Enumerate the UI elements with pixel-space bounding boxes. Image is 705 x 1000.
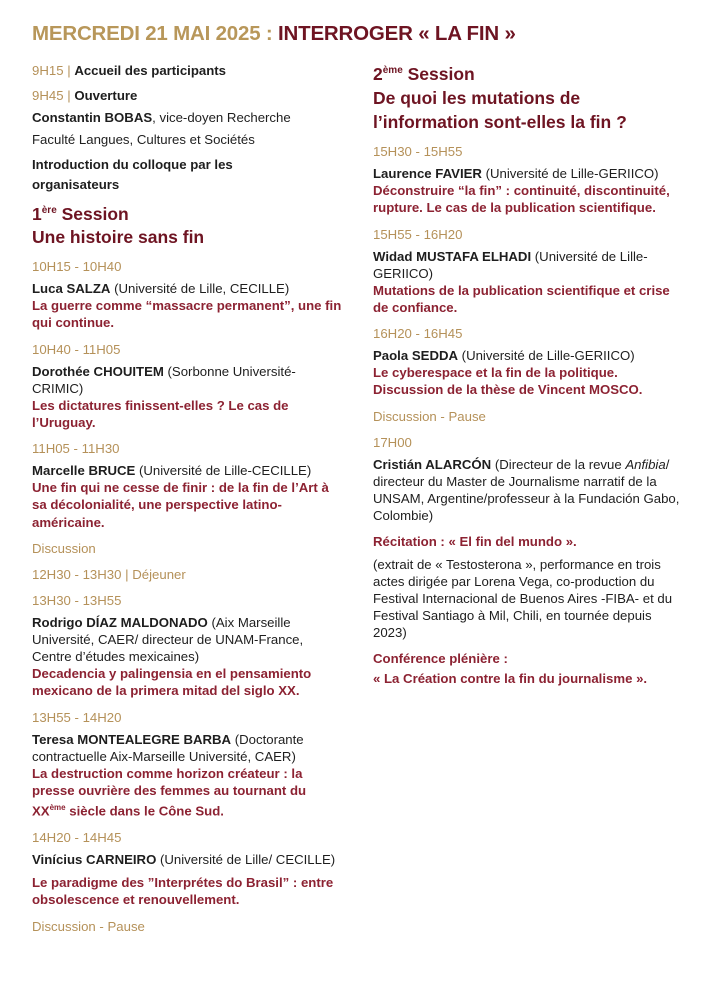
session-2-heading: 2ème Session De quoi les mutations de l’information sont-elles la fin ? [373, 64, 627, 132]
opening-row: 9H45 | Ouverture [32, 88, 138, 103]
talk-favier: 15H30 - 15H55 Laurence FAVIER (Université de Lille-GERIICO) Déconstruire “la fin” : continuité, discontinuité, rupture. Le cas de la publication scientifique. [373, 143, 685, 217]
talk-title: La guerre comme “massacre permanent”, une fin qui continue. [32, 298, 342, 331]
talk-title: Decadencia y palingensia en el pensamiento mexicano de la primera mitad del siglo XX. [32, 666, 312, 699]
lunch-row: 12H30 - 13H30 | Déjeuner [32, 567, 186, 583]
talk-title: Le cyberespace et la fin de la politique. Discussion de la thèse de Vincent MOSCO. [373, 365, 643, 398]
talk-alarcon: 17H00 Cristián ALARCÓN (Directeur de la revue Anfibia/ directeur du Master de Journalisme narratif de la UNSAM, Argentine/professeur à la Fundación Gabo, Colombie) [373, 434, 680, 523]
discussion-1: Discussion [32, 541, 96, 557]
talk-mustafa: 15H55 - 16H20 Widad MUSTAFA ELHADI (Université de Lille-GERIICO) Mutations de la publication scientifique et crise de confiance. [373, 226, 685, 317]
title-theme: INTERROGER « LA FIN » [278, 22, 516, 45]
discussion-3: Discussion - Pause [373, 408, 486, 424]
talk-title: Déconstruire “la fin” : continuité, discontinuité, rupture. Le cas de la publication scientifique. [373, 183, 670, 216]
right-column [373, 62, 685, 688]
talk-title: Les dictatures finissent-elles ? Le cas de l’Uruguay. [32, 397, 289, 430]
talk-salza: 10H15 - 10H40 Luca SALZA (Université de Lille, CECILLE) La guerre comme “massacre permanent”, une fin qui continue. [32, 259, 342, 331]
recitation-description: (extrait de « Testosterona », performance en trois actes dirigée par Lorena Vega, co-production du Festival Internacional de Buenos Aires -FIBA- et du Festival Santiago à Mil, Chili, en tournée depuis 2023) [373, 557, 673, 641]
talk-diaz: 13H30 - 13H55 Rodrigo DÍAZ MALDONADO (Aix Marseille Université, CAER/ directeur de UNAM-France, Centre d’études mexicaines) Decadencia y palingensia en el pensamiento mexicano de la primera mitad del siglo XX. [32, 592, 342, 700]
talk-title: La destruction comme horizon créateur : la presse ouvrière des femmes au tournant du XXème siècle dans le Cône Sud. [32, 765, 307, 819]
talk-chouitem: 10H40 - 11H05 Dorothée CHOUITEM (Sorbonne Université-CRIMIC) Les dictatures finissent-elles ? Le cas de l’Uruguay. [32, 341, 342, 432]
discussion-2: Discussion - Pause [32, 918, 145, 934]
welcome-row: 9H15 | Accueil des participants [32, 63, 227, 78]
talk-title: Une fin qui ne cesse de finir : de la fin de l’Art à sa décolonialité, une perspective latino-américaine. [32, 480, 329, 530]
talk-title: Le paradigme des ”Interprétes do Brasil” : entre obsolescence et renouvellement. [32, 874, 334, 908]
left-column [32, 62, 342, 935]
plenary-label: Conférence plénière : [373, 651, 508, 667]
talk-title: Mutations de la publication scientifique et crise de confiance. [373, 282, 670, 315]
opening-speaker: Constantin BOBAS, vice-doyen Recherche Faculté Langues, Cultures et Sociétés [32, 110, 291, 147]
recitation-title: Récitation : « El fin del mundo ». [373, 533, 577, 549]
talk-montealegre: 13H55 - 14H20 Teresa MONTEALEGRE BARBA (Doctorante contractuelle Aix-Marseille Université, CAER) La destruction comme horizon créateur : la presse ouvrière des femmes au tournant du XXème siècle dans le Cône Sud. [32, 709, 342, 820]
title-date: MERCREDI 21 MAI 2025 : [32, 22, 273, 45]
session-1-heading: 1ère Session Une histoire sans fin [32, 204, 205, 247]
talk-carneiro: 14H20 - 14H45 Vinícius CARNEIRO (Université de Lille/ CECILLE) Le paradigme des ”Interprétes do Brasil” : entre obsolescence et renouvellement. [32, 829, 342, 909]
talk-sedda: 16H20 - 16H45 Paola SEDDA (Université de Lille-GERIICO) Le cyberespace et la fin de la politique. Discussion de la thèse de Vincent MOSCO. [373, 325, 685, 399]
intro-text: Introduction du colloque par les organisateurs [32, 157, 233, 192]
plenary-title: « La Création contre la fin du journalisme ». [373, 671, 648, 687]
page-title [32, 22, 692, 46]
talk-bruce: 11H05 - 11H30 Marcelle BRUCE (Université de Lille-CECILLE) Une fin qui ne cesse de finir : de la fin de l’Art à sa décolonialité, une perspective latino-américaine. [32, 440, 342, 531]
